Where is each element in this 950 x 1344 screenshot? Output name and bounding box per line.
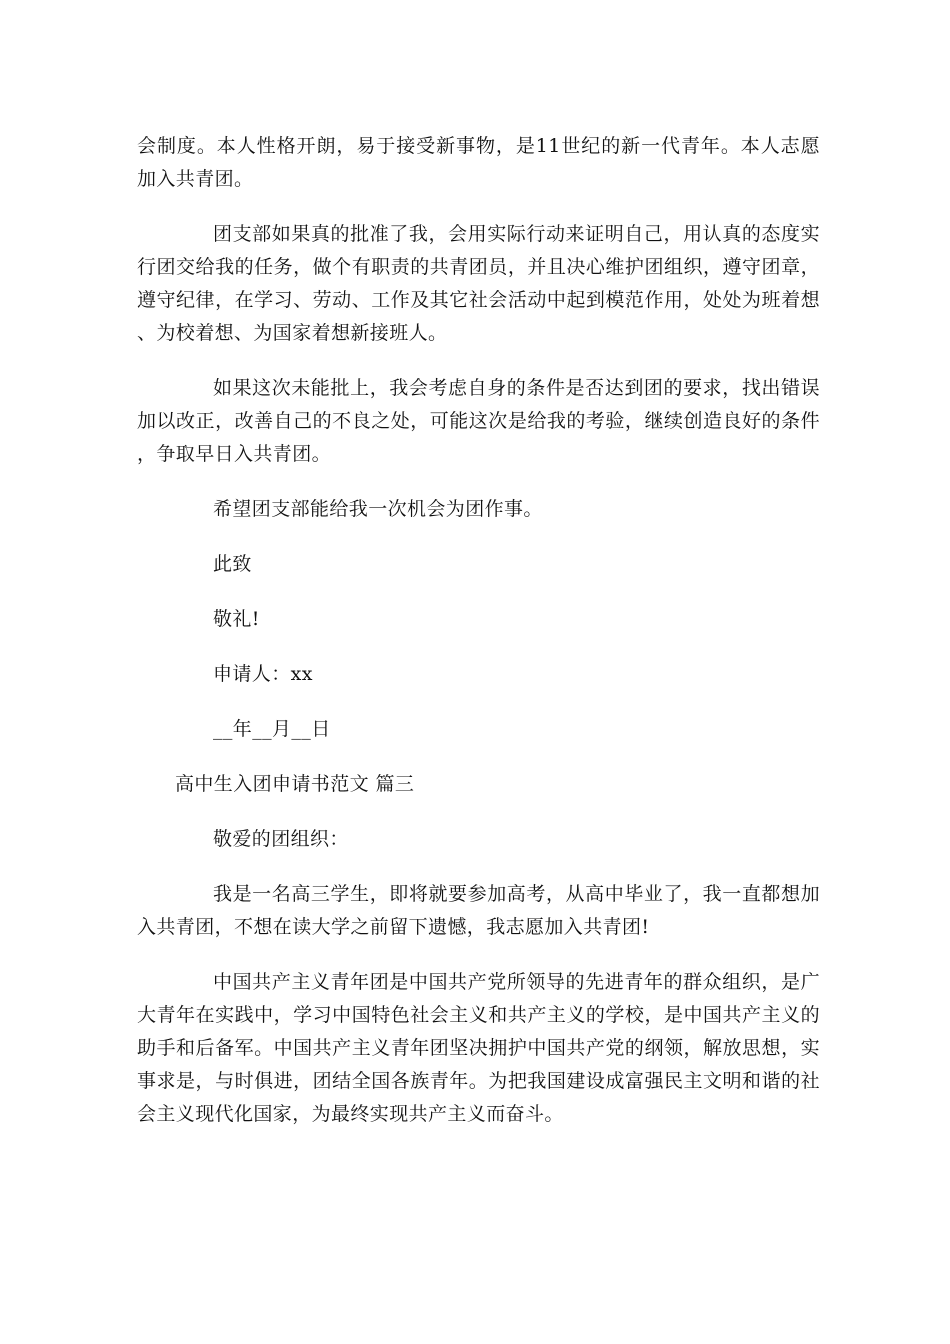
paragraph-if-not-approved: 如果这次未能批上，我会考虑自身的条件是否达到团的要求，找出错误加以改正，改善自己的不良之处，可能这次是给我的考验，继续创造良好的条件，争取早日入共青团。 [137,377,820,465]
paragraph-intro: 我是一名高三学生，即将就要参加高考，从高中毕业了，我一直都想加入共青团，不想在读大学之前留下遗憾，我志愿加入共青团! [137,883,820,938]
greeting: 敬爱的团组织： [213,828,349,850]
applicant-signature: 申请人：xx [213,663,313,685]
closing-salutation: 此致 [213,553,252,575]
paragraph-hope: 希望团支部能给我一次机会为团作事。 [213,498,543,520]
section-heading: 高中生入团申请书范文 篇三 [175,773,415,795]
closing-respect: 敬礼! [213,608,260,630]
paragraph-league-description: 中国共产主义青年团是中国共产党所领导的先进青年的群众组织，是广大青年在实践中，学习中国特色社会主义和共产主义的学校，是中国共产主义的助手和后备军。中国共产主义青年团坚决拥护中国共产党的纲领，解放思想，实事求是，与时俱进，团结全国各族青年。为把我国建设成富强民主文明和谐的社会主义现代化国家，为最终实现共产主义而奋斗。 [137,971,820,1125]
paragraph-continuation: 会制度。本人性格开朗，易于接受新事物，是11世纪的新一代青年。本人志愿加入共青团。 [137,135,820,190]
paragraph-commitment: 团支部如果真的批准了我，会用实际行动来证明自己，用认真的态度实行团交给我的任务，做个有职责的共青团员，并且决心维护团组织，遵守团章，遵守纪律，在学习、劳动、工作及其它社会活动中起到模范作用，处处为班着想、为校着想、为国家着想新接班人。 [137,223,820,344]
date-line: __年__月__日 [213,718,331,740]
document-body [137,130,820,1153]
